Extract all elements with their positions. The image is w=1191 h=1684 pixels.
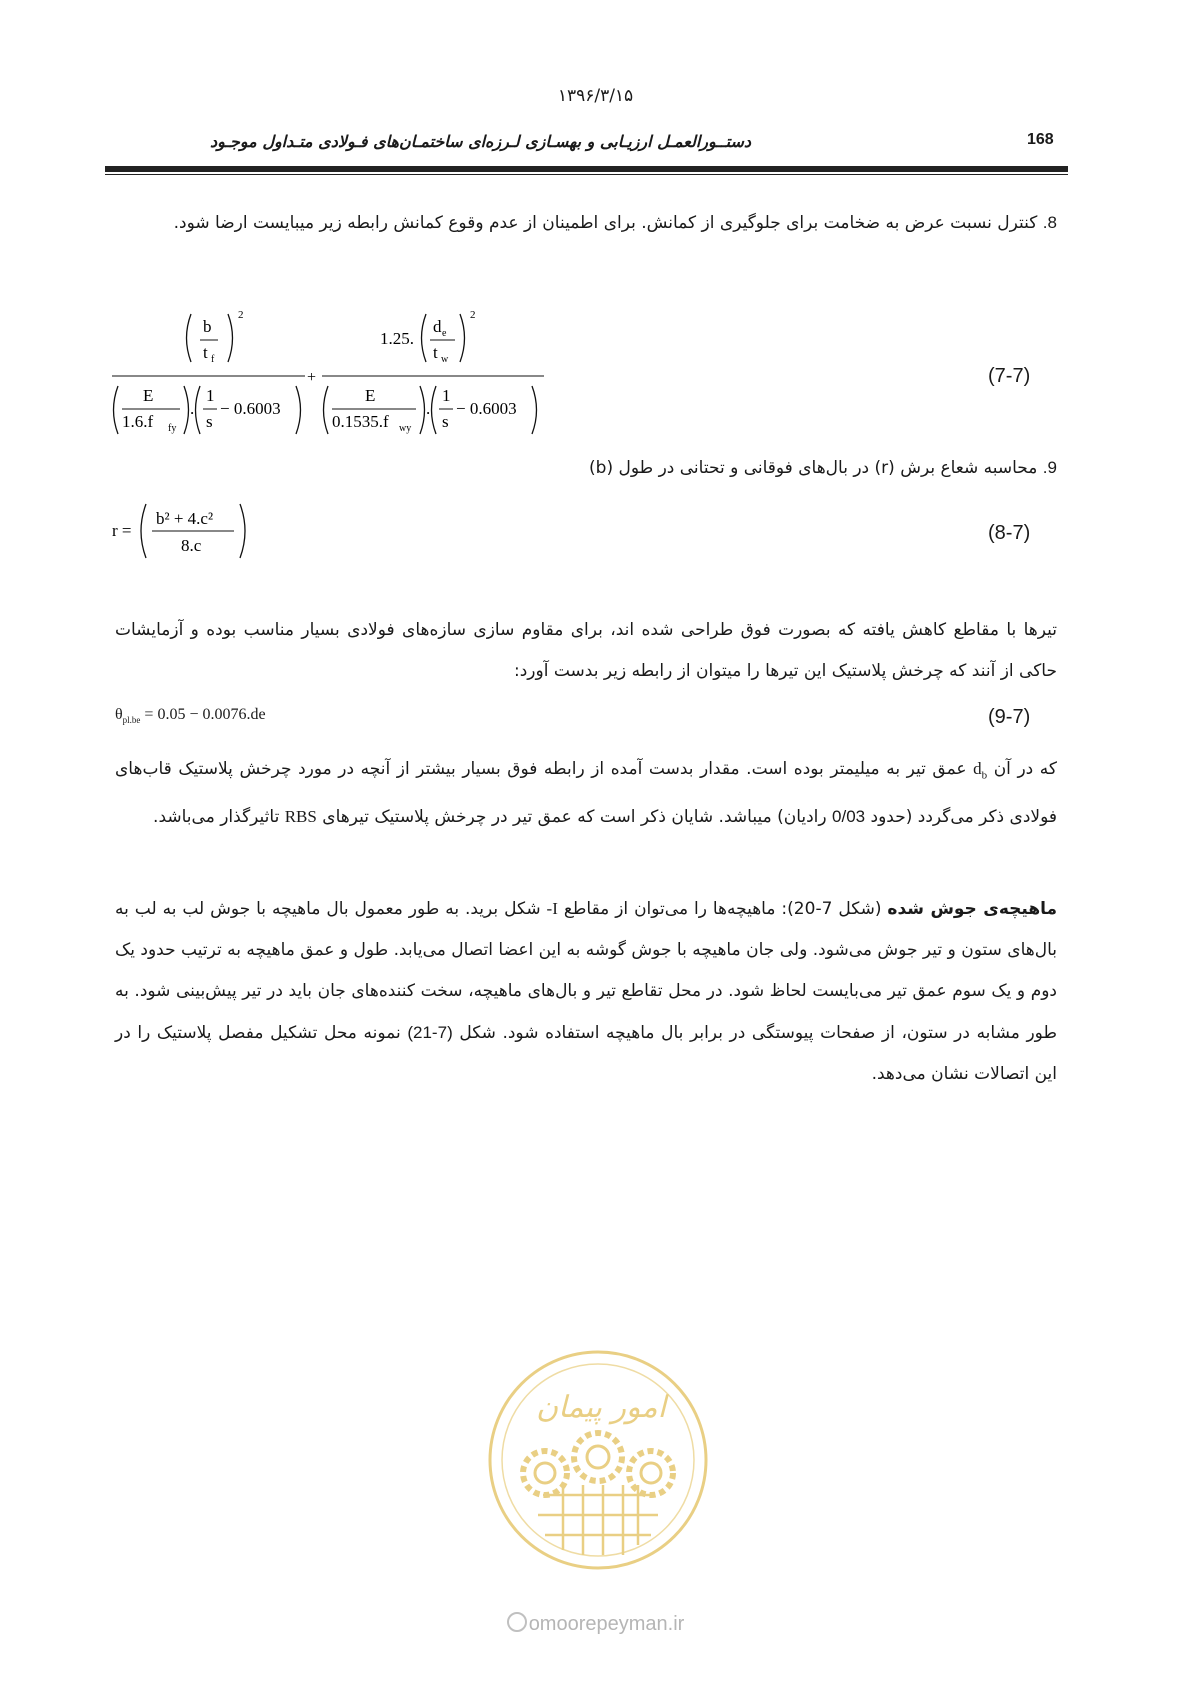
n2-t-sub: w (441, 354, 449, 365)
d2-one: 1 (442, 386, 451, 405)
rbs-paragraph: تیرها با مقاطع کاهش یافته که بصورت فوق طراحی شده اند، برای مقاوم سازی سازه‌های فولادی بسیار مناسب بوده و آزمایشات حاکی از آنند که چرخش پلاستیک این تیرها را میتوان از رابطه زیر بدست آورد: (115, 620, 1057, 681)
db-text-2: رادیان) میباشد. شایان ذکر است که عمق تیر در چرخش پلاستیک تیرهای (322, 807, 827, 828)
paren-left (187, 314, 192, 362)
db-text-1: عمق تیر به میلیمتر بوده است. مقدار بدست آمده از رابطه فوق بسیار بیشتر از آنچه در مورد چرخش پلاستیک قاب‌های فولادی ذکر می‌گردد (حدود (115, 759, 1057, 828)
n2-d: d (433, 317, 442, 336)
item-8-paragraph (115, 202, 1057, 244)
paren-left (114, 386, 119, 434)
d1-dot: . (190, 399, 195, 418)
haunch-ishape: I- (546, 899, 558, 918)
n2-coef: 1.25. (380, 329, 414, 348)
at-icon (507, 1612, 527, 1632)
eq-8-7-denominator: 8.c (181, 536, 202, 555)
equation-7-7-svg (110, 300, 550, 445)
item-9-paragraph (589, 458, 1057, 478)
d2-den: 0.1535.f (332, 412, 389, 431)
watermark (0, 1612, 1191, 1636)
paren-right (532, 386, 537, 434)
header-rule-thick (105, 166, 1068, 172)
eq-9-7-theta: θ (115, 706, 123, 723)
d2-s: s (442, 412, 449, 431)
paren-right (296, 386, 301, 434)
item-9-number: 9. (1042, 458, 1057, 477)
header-date: ۱۳۹۶/۳/۱۵ (557, 86, 634, 106)
paren-right (460, 314, 465, 362)
equation-8-7-svg (110, 500, 260, 562)
logo-building-grid (538, 1485, 658, 1555)
logo-text: امور پیمان (536, 1390, 666, 1425)
d1-one: 1 (206, 386, 215, 405)
eq-8-7-numerator: b² + 4.c² (156, 509, 214, 528)
d1-den: 1.6.f (122, 412, 154, 431)
db-prefix: که در آن (993, 759, 1057, 779)
d2-den-sub: wy (399, 423, 412, 434)
gear-icon (574, 1433, 622, 1481)
gear-icon (629, 1451, 673, 1495)
n2-t: t (433, 343, 438, 362)
item-8-text: کنترل نسبت عرض به ضخامت برای جلوگیری از کمانش. برای اطمینان از عدم وقوع کمانش رابطه زیر میبایست ارضا شود. (173, 213, 1038, 233)
n1-t-sub: f (211, 354, 215, 365)
paren-right (420, 386, 425, 434)
d2-minus-const: − 0.6003 (456, 399, 517, 418)
paren-left (196, 386, 201, 434)
equation-7-7 (110, 300, 550, 445)
eq-9-7-theta-sub: pl.be (122, 715, 141, 726)
watermark-text: omoorepeyman.ir (528, 1613, 685, 1635)
n2-d-sub: e (442, 328, 447, 339)
d1-den-sub: fy (168, 423, 177, 434)
db-rbs: RBS (284, 807, 317, 827)
equation-7-7-label: (7-7) (988, 365, 1031, 387)
paren-left (422, 314, 427, 362)
d2-E: E (365, 386, 376, 405)
db-value: 0/03 (832, 807, 866, 827)
gear-icon (523, 1451, 567, 1495)
eq-9-7-rhs: = 0.05 − 0.0076.de (144, 706, 266, 723)
d1-s: s (206, 412, 213, 431)
d1-minus-const: − 0.6003 (220, 399, 281, 418)
paren-left (432, 386, 437, 434)
db-symbol (973, 759, 988, 782)
haunch-text-3: نمونه محل تشکیل مفصل پلاستیک را در این اتصالات نشان می‌دهد. (115, 1023, 1057, 1084)
paren-left (324, 386, 329, 434)
paren-right (184, 386, 189, 434)
item-8-number: 8. (1042, 213, 1057, 232)
equation-8-7-label: (8-7) (988, 522, 1031, 544)
omoorepeyman-logo (483, 1345, 713, 1575)
db-text-3: تاثیرگذار می‌باشد. (153, 807, 280, 828)
equation-8-7 (110, 500, 260, 562)
item-9-text: محاسبه شعاع برش (r) در بال‌های فوقانی و تحتانی در طول (b) (589, 458, 1038, 478)
n2-exp: 2 (470, 309, 476, 321)
haunch-text-2: شکل برید. به طور معمول بال ماهیچه با جوش لب به لب به بال‌های ستون و تیر جوش می‌شود. ولی جان ماهیچه با جوش گوشه به این اعضا اتصال می‌یابد. طول و عمق ماهیچه به ترتیب حدود یک دوم و یک سوم عمق تیر می‌بایست لحاظ شود. در محل تقاطع تیر و بال‌های ماهیچه، سخت کننده‌های جان باید در تیر پیش‌بینی شود. به طور مشابه در ستون، از صفحات پیوستگی در برابر بال ماهیچه استفاده شود. شکل (115, 899, 1057, 1043)
d1-E: E (143, 386, 154, 405)
paren-right (228, 314, 233, 362)
equation-9-7-label: (9-7) (988, 706, 1031, 728)
d2-dot: . (426, 399, 431, 418)
n1-t: t (203, 343, 208, 362)
n1-exp: 2 (238, 309, 244, 321)
db-paragraph (115, 748, 1057, 838)
db-symbol-letter: d (973, 759, 982, 778)
haunch-fig-ref-1: (شکل 7-20): (781, 899, 882, 919)
db-symbol-sub: b (981, 769, 988, 782)
equation-9-7 (115, 706, 266, 725)
page-number: 168 (1027, 131, 1054, 148)
eq-8-7-lhs: r = (112, 521, 132, 540)
paren-right (240, 504, 245, 558)
logo-svg (483, 1345, 713, 1575)
haunch-paragraph (115, 888, 1057, 1095)
header-rule-thin (105, 174, 1068, 175)
header-title: دستــورالعمـل ارزیـابی و بهسـازی لـرزه‌ای ساختمـان‌های فـولادی متـداول موجـود (209, 132, 751, 151)
n1-b: b (203, 317, 212, 336)
haunch-text-1: ماهیچه‌ها را می‌توان از مقاطع (563, 899, 776, 919)
plus-sign: + (307, 369, 317, 386)
haunch-fig-ref-2: (7-21) (407, 1023, 453, 1042)
haunch-title: ماهیچه‌ی جوش شده (887, 899, 1058, 919)
paren-left (141, 504, 146, 558)
